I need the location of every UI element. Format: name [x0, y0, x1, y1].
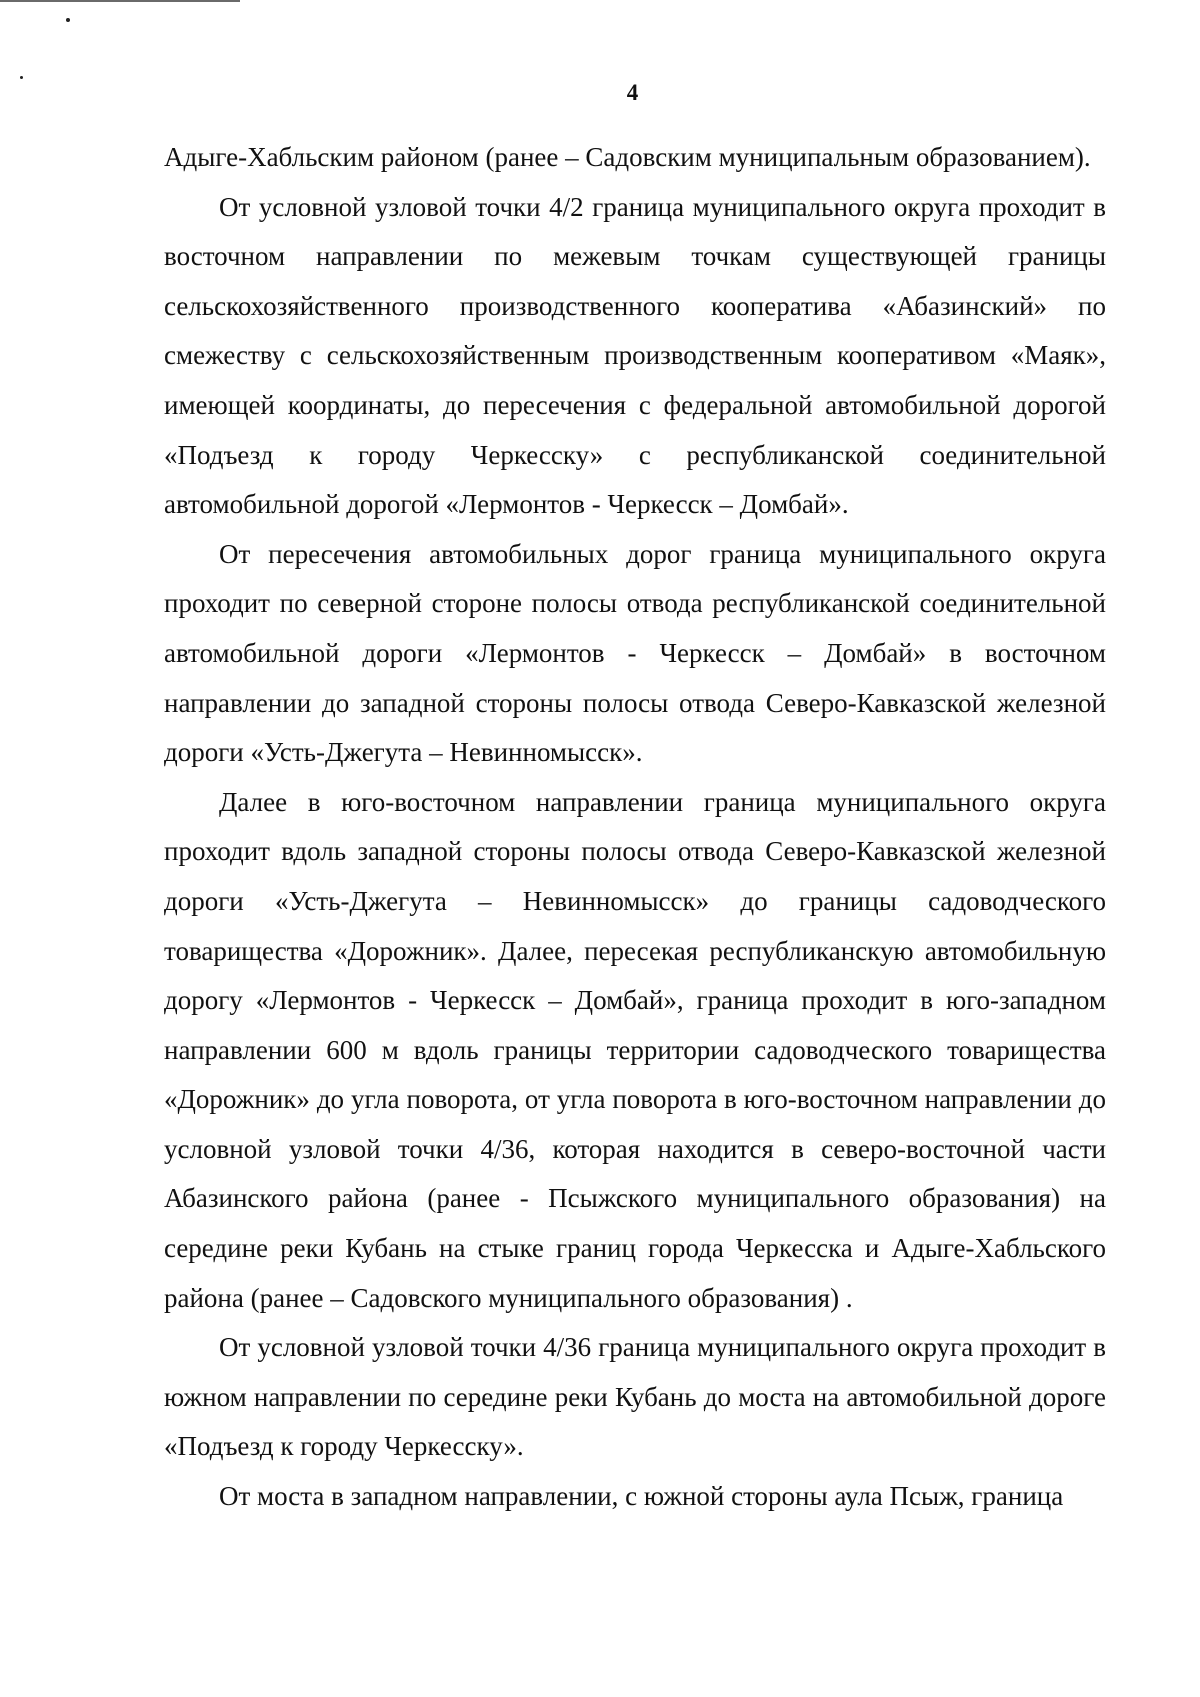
scan-speck	[66, 18, 70, 22]
paragraph: От моста в западном направлении, с южной стороны аула Псыж, граница	[219, 1481, 1064, 1512]
scan-speck	[20, 76, 23, 79]
paragraph: От пересечения автомобильных дорог граница муниципального округа проходит по северной стороне полосы отвода республиканской соединительной автомобильной дороги «Лермонтов - Черкесск – Домбай» в восточном направлении до западной стороны полосы отвода Северо-Кавказской железной дороги «Усть-Джегута – Невинномысск».	[164, 538, 1106, 768]
page-number: 4	[626, 80, 639, 105]
scan-top-rule	[0, 0, 240, 2]
paragraph: Адыге-Хабльским районом (ранее – Садовским муниципальным образованием).	[164, 142, 1091, 172]
document-body	[164, 133, 1106, 1522]
paragraph: От условной узловой точки 4/2 граница муниципального округа проходит в восточном направлении по межевым точкам существующей границы сельскохозяйственного производственного кооператива «Абазинский» по смежеству с сельскохозяйственным производственным кооперативом «Маяк», имеющей координаты, до пересечения с федеральной автомобильной дорогой «Подъезд к городу Черкесску» с республиканской соединительной автомобильной дорогой «Лермонтов - Черкесск – Домбай».	[164, 191, 1106, 520]
paragraph: Далее в юго-восточном направлении граница муниципального округа проходит вдоль западной стороны полосы отвода Северо-Кавказской железной дороги «Усть-Джегута – Невинномысск» до границы садоводческого товарищества «Дорожник». Далее, пересекая республиканскую автомобильную дорогу «Лермонтов - Черкесск – Домбай», граница проходит в юго-западном направлении 600 м вдоль границы территории садоводческого товарищества «Дорожник» до угла поворота, от угла поворота в юго-восточном направлении до условной узловой точки 4/36, которая находится в северо-восточной части Абазинского района (ранее - Псыжского муниципального образования) на середине реки Кубань на стыке границ города Черкесска и Адыге-Хабльского района (ранее – Садовского муниципального образования) .	[164, 786, 1106, 1313]
paragraph: От условной узловой точки 4/36 граница муниципального округа проходит в южном направлении по середине реки Кубань до моста на автомобильной дороге «Подъезд к городу Черкесску».	[164, 1332, 1106, 1462]
